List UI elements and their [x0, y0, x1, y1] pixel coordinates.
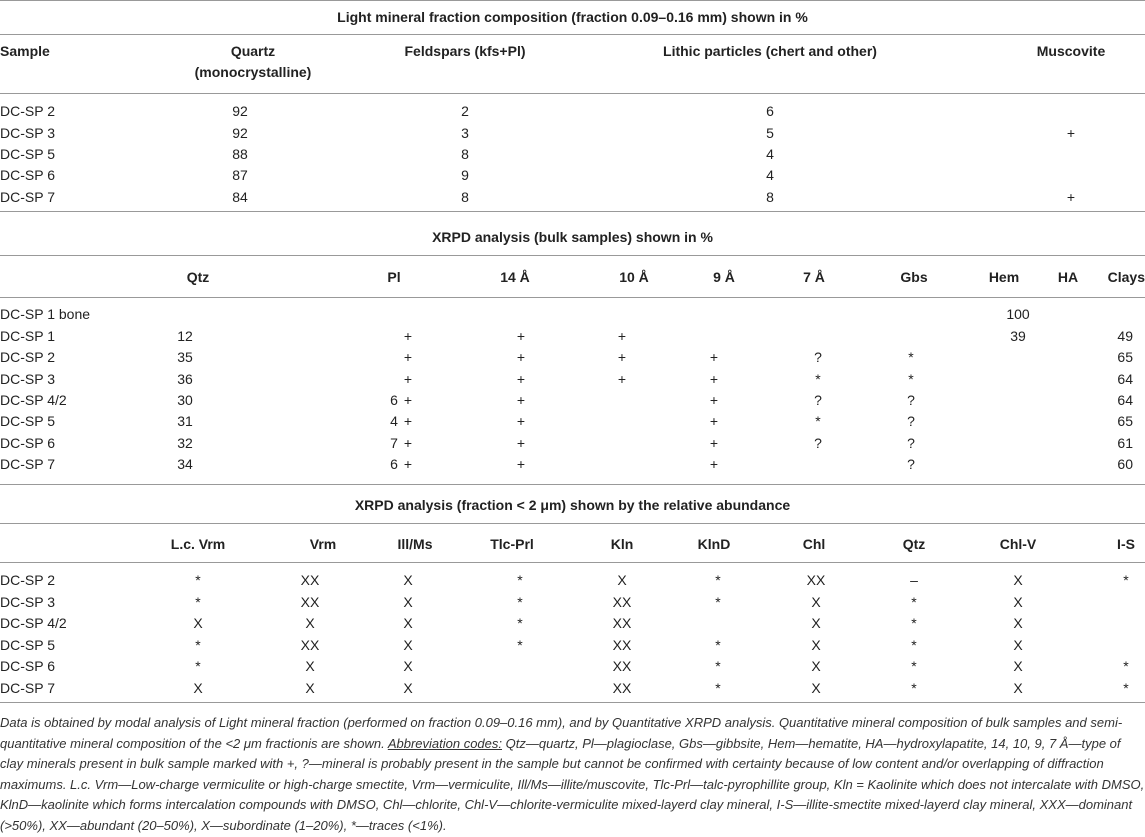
footnote-part2: Qtz—quartz, Pl—plagioclase, Gbs—gibbsite, Hem—hematite, HA—hydroxylapatite, 14, 10, 9, 7 Å—type of clay minerals present in bulk sample marked with +, ?—mineral is probably present in the sample but cannot be confirmed with certainty because of low content and/or overlapping of diffraction maximums. L.c. Vrm—Low-charge vermiculite or high-charge smectite, Vrm—vermiculite, Ill/Ms—illite/muscovite, Tlc-Prl—talc-pyrophillite group, Kln = Kaolinite which does not intercalate with DMSO, KlnD—kaolinite which forms intercalation compounds with DMSO, Chl—chlorite, Chl-V—chlorite-vermiculite mixed-layerd clay mineral, I-S—illite-smectite mixed-layerd clay mineral, XXX—dominant (>50%), XX—abundant (20–50%), X—subordinate (1–20%), *—traces (<1%). — [0, 735, 1145, 833]
table3-cell: * — [195, 658, 201, 674]
table3-cell: XX — [612, 680, 632, 696]
table2-cell: 39 — [1010, 328, 1026, 344]
table2-cell: 30 — [177, 392, 193, 408]
table1-cell: 2 — [461, 103, 469, 119]
table3-cell: X — [617, 572, 627, 588]
rule-top — [0, 0, 1145, 1]
rule-table1-header — [0, 93, 1145, 94]
table3-cell: * — [195, 594, 201, 610]
table3-cell: XX — [300, 637, 320, 653]
table3-sample-name: DC-SP 5 — [0, 637, 55, 653]
table3-cell: X — [811, 594, 821, 610]
table3-cell: X — [1013, 637, 1023, 653]
table1-cell: + — [1066, 189, 1076, 205]
table2-cell: 61 — [1117, 435, 1133, 451]
table2-cell: 64 — [1117, 371, 1133, 387]
table3-sample-name: DC-SP 6 — [0, 658, 55, 674]
table3-header: Kln — [610, 536, 634, 552]
table2-cell: ? — [907, 435, 915, 451]
table1-header-sample: Sample — [0, 43, 50, 59]
table-footnote — [0, 713, 1145, 837]
table1-sample-name: DC-SP 7 — [0, 189, 55, 205]
table3-sample-name: DC-SP 3 — [0, 594, 55, 610]
table1-header-quartz: Quartz — [230, 43, 276, 59]
table1-cell: 84 — [232, 189, 248, 205]
table3-cell: * — [715, 637, 721, 653]
table3-cell: XX — [612, 658, 632, 674]
table2-cell: + — [516, 435, 526, 451]
table2-cell: 4 — [390, 413, 398, 429]
table1-sample-name: DC-SP 2 — [0, 103, 55, 119]
table2-cell: + — [617, 371, 627, 387]
table1-header-feldspars: Feldspars (kfs+Pl) — [404, 43, 526, 59]
table3-cell: X — [193, 615, 203, 631]
table3-cell: * — [715, 680, 721, 696]
table3-title: XRPD analysis (fraction < 2 μm) shown by the relative abundance — [354, 497, 791, 513]
table1-sample-name: DC-SP 3 — [0, 125, 55, 141]
table2-title: XRPD analysis (bulk samples) shown in % — [432, 229, 713, 245]
table3-cell: * — [1123, 572, 1129, 588]
table2-cell: 32 — [177, 435, 193, 451]
table3-cell: XX — [300, 594, 320, 610]
table2-header: Hem — [988, 269, 1020, 285]
rule-table1-title — [0, 34, 1145, 35]
table2-cell: + — [403, 371, 413, 387]
table1-cell: 9 — [461, 167, 469, 183]
table1-header-lithic: Lithic particles (chert and other) — [663, 43, 877, 59]
table3-cell: * — [195, 572, 201, 588]
table2-header: Qtz — [186, 269, 210, 285]
table1-cell: + — [1066, 125, 1076, 141]
table2-cell: + — [403, 435, 413, 451]
table2-sample-name: DC-SP 7 — [0, 456, 55, 472]
table3-sample-name: DC-SP 7 — [0, 680, 55, 696]
table2-cell: ? — [907, 392, 915, 408]
table2-cell: ? — [907, 456, 915, 472]
table1-header-muscovite: Muscovite — [1036, 43, 1106, 59]
table3-cell: X — [1013, 572, 1023, 588]
table3-header: I-S — [1117, 536, 1135, 552]
table2-cell: + — [709, 392, 719, 408]
table3-cell: * — [911, 680, 917, 696]
table3-cell: X — [403, 658, 413, 674]
table2-header: HA — [1057, 269, 1079, 285]
table3-cell: XX — [612, 615, 632, 631]
table2-cell: + — [403, 392, 413, 408]
table2-header: Pl — [387, 269, 401, 285]
table2-cell: ? — [814, 392, 822, 408]
table2-cell: + — [709, 456, 719, 472]
table3-cell: * — [1123, 680, 1129, 696]
table1-cell: 8 — [461, 189, 469, 205]
table3-cell: X — [305, 680, 315, 696]
table3-cell: * — [911, 637, 917, 653]
table1-sample-name: DC-SP 6 — [0, 167, 55, 183]
table3-cell: X — [305, 615, 315, 631]
table3-header: Ill/Ms — [397, 536, 433, 552]
table2-cell: 65 — [1117, 413, 1133, 429]
table2-cell: + — [403, 328, 413, 344]
table2-sample-name: DC-SP 1 — [0, 328, 55, 344]
table3-cell: X — [403, 680, 413, 696]
table2-cell: ? — [907, 413, 915, 429]
table3-cell: X — [193, 680, 203, 696]
table2-cell: ? — [814, 435, 822, 451]
table1-sample-name: DC-SP 5 — [0, 146, 55, 162]
table3-header: Qtz — [902, 536, 926, 552]
table2-cell: 31 — [177, 413, 193, 429]
table2-cell: + — [403, 413, 413, 429]
table2-cell: + — [516, 413, 526, 429]
table2-header: 9 Å — [713, 269, 735, 285]
table1-cell: 6 — [766, 103, 774, 119]
table1-cell: 87 — [232, 167, 248, 183]
table3-header: L.c. Vrm — [170, 536, 226, 552]
table3-sample-name: DC-SP 2 — [0, 572, 55, 588]
table2-sample-name: DC-SP 6 — [0, 435, 55, 451]
table3-header: Chl-V — [999, 536, 1037, 552]
table2-cell: + — [403, 349, 413, 365]
table2-cell: 60 — [1117, 456, 1133, 472]
table1-cell: 5 — [766, 125, 774, 141]
table2-cell: + — [709, 371, 719, 387]
table2-cell: ? — [814, 349, 822, 365]
rule-table3-title — [0, 523, 1145, 524]
table2-cell: 12 — [177, 328, 193, 344]
table2-cell: 7 — [390, 435, 398, 451]
footnote-part1: Data is obtained by modal analysis of Light mineral fraction (performed on fraction 0.09–0.16 mm), and by Quantitative XRPD analysis. Quantitative mineral composition of bulk samples and semi-quantitative mineral composition of the <2 μm fractionis are shown. — [0, 715, 1123, 751]
table3-cell: X — [1013, 658, 1023, 674]
rule-table3-bottom — [0, 702, 1145, 703]
table1-cell: 92 — [232, 125, 248, 141]
table2-cell: + — [617, 349, 627, 365]
table1-cell: 8 — [461, 146, 469, 162]
table1-cell: 8 — [766, 189, 774, 205]
table2-cell: 100 — [1006, 306, 1030, 322]
table2-cell: 36 — [177, 371, 193, 387]
table3-cell: X — [811, 637, 821, 653]
table2-cell: + — [709, 349, 719, 365]
table3-cell: X — [1013, 594, 1023, 610]
table3-cell: X — [1013, 615, 1023, 631]
table3-cell: X — [403, 637, 413, 653]
table2-sample-name: DC-SP 1 bone — [0, 306, 91, 322]
table3-cell: * — [195, 637, 201, 653]
table3-cell: X — [403, 615, 413, 631]
table3-cell: * — [517, 594, 523, 610]
table3-cell: * — [911, 658, 917, 674]
table3-cell: * — [911, 615, 917, 631]
table2-cell: 6 — [390, 392, 398, 408]
table1-cell: 92 — [232, 103, 248, 119]
rule-table2-header — [0, 297, 1145, 298]
table1-cell: 4 — [766, 167, 774, 183]
rule-table2-title — [0, 255, 1145, 256]
table3-cell: X — [403, 594, 413, 610]
table2-cell: + — [709, 413, 719, 429]
table3-header: Chl — [802, 536, 826, 552]
table1-cell: 3 — [461, 125, 469, 141]
table2-cell: 34 — [177, 456, 193, 472]
table2-cell: + — [516, 328, 526, 344]
table3-header: KlnD — [697, 536, 731, 552]
rule-table2-top — [0, 211, 1145, 212]
table2-header: 7 Å — [803, 269, 825, 285]
table3-cell: * — [715, 594, 721, 610]
table2-sample-name: DC-SP 2 — [0, 349, 55, 365]
table2-cell: + — [516, 456, 526, 472]
table2-cell: * — [815, 413, 821, 429]
table2-cell: * — [908, 371, 914, 387]
table2-cell: 6 — [390, 456, 398, 472]
table2-cell: 64 — [1117, 392, 1133, 408]
table2-cell: 49 — [1117, 328, 1133, 344]
table3-cell: XX — [300, 572, 320, 588]
table3-cell: X — [811, 680, 821, 696]
table3-cell: * — [517, 572, 523, 588]
rule-table3-top — [0, 484, 1145, 485]
table2-cell: * — [815, 371, 821, 387]
table2-cell: * — [908, 349, 914, 365]
table3-cell: * — [715, 658, 721, 674]
table3-cell: X — [811, 658, 821, 674]
table2-sample-name: DC-SP 3 — [0, 371, 55, 387]
table3-cell: X — [811, 615, 821, 631]
table1-title: Light mineral fraction composition (fraction 0.09–0.16 mm) shown in % — [337, 9, 808, 25]
table2-cell: + — [403, 456, 413, 472]
table1-header-quartz-sub: (monocrystalline) — [194, 64, 312, 80]
table3-cell: * — [911, 594, 917, 610]
table3-cell: X — [403, 572, 413, 588]
table3-header: Tlc-Prl — [490, 536, 534, 552]
table3-cell: * — [715, 572, 721, 588]
table3-cell: * — [517, 637, 523, 653]
table3-cell: XX — [806, 572, 826, 588]
table3-cell: XX — [612, 594, 632, 610]
table2-sample-name: DC-SP 4/2 — [0, 392, 67, 408]
table1-cell: 88 — [232, 146, 248, 162]
rule-table3-header — [0, 562, 1145, 563]
table2-sample-name: DC-SP 5 — [0, 413, 55, 429]
table2-cell: + — [617, 328, 627, 344]
table2-header: 14 Å — [500, 269, 530, 285]
table2-cell: + — [516, 349, 526, 365]
table2-cell: + — [516, 392, 526, 408]
footnote-abbrev-label: Abbreviation codes: — [387, 735, 502, 751]
table3-cell: X — [1013, 680, 1023, 696]
table2-header: Clays — [1107, 269, 1145, 285]
table3-cell: – — [910, 572, 918, 588]
table2-header: Gbs — [900, 269, 928, 285]
table3-sample-name: DC-SP 4/2 — [0, 615, 67, 631]
table3-cell: * — [517, 615, 523, 631]
table2-cell: + — [516, 371, 526, 387]
table3-cell: X — [305, 658, 315, 674]
table2-cell: + — [709, 435, 719, 451]
table3-cell: XX — [612, 637, 632, 653]
table3-header: Vrm — [309, 536, 337, 552]
table2-header: 10 Å — [619, 269, 649, 285]
table3-cell: * — [1123, 658, 1129, 674]
table2-cell: 65 — [1117, 349, 1133, 365]
table2-cell: 35 — [177, 349, 193, 365]
table1-cell: 4 — [766, 146, 774, 162]
